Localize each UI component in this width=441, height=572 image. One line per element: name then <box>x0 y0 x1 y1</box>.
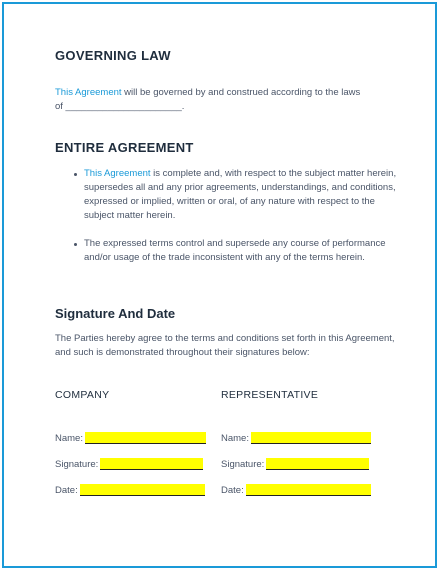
list-item <box>55 237 400 265</box>
document-page <box>2 2 437 568</box>
company-signature-field[interactable] <box>55 456 203 470</box>
company-name-line[interactable] <box>85 432 206 444</box>
bullet-text: The expressed terms control and supersede any course of performance and/or usage of the trade inconsistent with any of the terms herein. <box>84 238 386 263</box>
company-name-field[interactable] <box>55 430 206 444</box>
company-date-field[interactable] <box>55 482 205 496</box>
date-label: Date: <box>55 485 78 496</box>
this-agreement-link[interactable]: This Agreement <box>84 168 151 179</box>
governing-law-text-line1: will be governed by and construed according to the laws <box>121 87 361 98</box>
representative-title: REPRESENTATIVE <box>221 389 319 401</box>
date-label: Date: <box>221 485 244 496</box>
bullet-text: is complete and, with respect to the subject matter herein, supersedes all and any prior agreements, understandings, and conditions, expressed or implied, written or oral, of any nature with respect to the subject matter herein. <box>84 168 397 221</box>
company-signature-line[interactable] <box>100 458 203 470</box>
governing-law-paragraph <box>55 86 395 114</box>
name-label: Name: <box>55 433 83 444</box>
representative-signature-line[interactable] <box>266 458 369 470</box>
representative-name-line[interactable] <box>251 432 371 444</box>
company-date-line[interactable] <box>80 484 205 496</box>
company-title: COMPANY <box>55 389 110 401</box>
entire-agreement-heading: ENTIRE AGREEMENT <box>55 140 194 155</box>
entire-agreement-list <box>55 167 400 265</box>
representative-signature-field[interactable] <box>221 456 369 470</box>
governing-law-text-line2: of ______________________. <box>55 101 185 112</box>
this-agreement-link[interactable]: This Agreement <box>55 87 122 98</box>
signature-label: Signature: <box>221 459 265 470</box>
governing-law-heading: GOVERNING LAW <box>55 48 171 63</box>
representative-date-field[interactable] <box>221 482 371 496</box>
representative-name-field[interactable] <box>221 430 371 444</box>
signature-intro: The Parties hereby agree to the terms and conditions set forth in this Agreement, and such is demonstrated throughout their signatures below: <box>55 333 395 358</box>
signature-label: Signature: <box>55 459 99 470</box>
representative-date-line[interactable] <box>246 484 371 496</box>
list-item <box>55 167 400 223</box>
name-label: Name: <box>221 433 249 444</box>
signature-heading: Signature And Date <box>55 306 176 321</box>
